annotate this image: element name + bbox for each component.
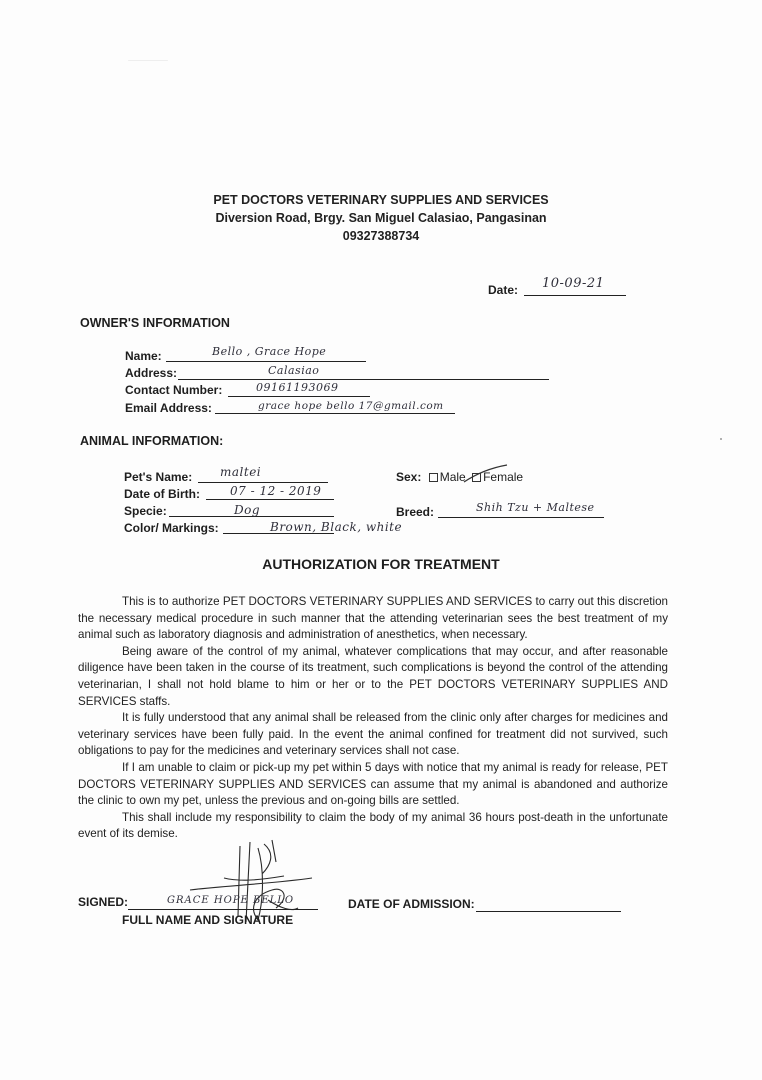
company-address: Diversion Road, Brgy. San Miguel Calasiao, Pangasinan [215,211,547,225]
color-value[interactable]: Brown, Black, white [270,520,403,534]
pet-name-line [198,482,328,483]
specie-value[interactable]: Dog [234,503,261,517]
authorization-title: AUTHORIZATION FOR TREATMENT [262,556,500,572]
male-option-label: Male [439,470,466,484]
admission-date-line[interactable] [476,911,621,912]
owner-address-label: Address: [125,366,178,380]
authorization-body [78,594,668,843]
company-name: PET DOCTORS VETERINARY SUPPLIES AND SERVICES [213,193,549,207]
authorization-paragraph-3: It is fully understood that any animal shall be released from the clinic only after charges for medicines and veterinary services have been fully paid. In the event the animal confined for treatment did not survived, such obligations to pay for the medicines and veterinary services shall not case. [78,711,668,758]
scan-speck [720,438,722,440]
owner-name-value[interactable]: Bello , Grace Hope [212,345,327,358]
owner-address-line [178,379,549,380]
authorization-paragraph-2: Being aware of the control of my animal, whatever complications that may occur, and after reasonable diligence have been taken in the course of its treatment, such complications is beyond the control of the attending veterinarian, I shall not hold blame to him or her or to the PET DOCTORS VETERINARY SUPPLIES AND SERVICES staffs. [78,644,668,708]
authorization-paragraph-5: This shall include my responsibility to claim the body of my animal 36 hours post-death in the unfortunate event of its demise. [78,810,668,841]
female-check-mark [462,462,510,486]
signed-label: SIGNED: [78,895,129,909]
pet-name-value[interactable]: maltei [220,465,262,479]
owner-contact-line [228,396,370,397]
owner-section-title: OWNER'S INFORMATION [80,316,230,330]
date-value[interactable]: 10-09-21 [542,276,605,291]
owner-address-value[interactable]: Calasiao [268,364,320,377]
owner-email-label: Email Address: [125,401,212,415]
dob-line [206,499,334,500]
color-label: Color/ Markings: [124,521,219,535]
admission-date-label: DATE OF ADMISSION: [348,897,475,911]
company-phone: 09327388734 [342,229,420,243]
owner-name-line [166,361,366,362]
breed-line [438,517,604,518]
male-checkbox[interactable] [429,473,438,482]
breed-label: Breed: [396,505,435,519]
owner-contact-label: Contact Number: [125,383,223,397]
owner-name-label: Name: [125,349,162,363]
owner-email-line [215,413,455,414]
specie-label: Specie: [124,504,167,518]
breed-value[interactable]: Shih Tzu + Maltese [476,501,595,514]
pet-name-label: Pet's Name: [124,470,193,484]
date-line [524,295,626,296]
animal-section-title: ANIMAL INFORMATION: [80,434,224,448]
signed-value[interactable]: GRACE HOPE BELLO [167,895,295,906]
dob-label: Date of Birth: [124,487,200,501]
female-option-label: Female [483,470,524,484]
owner-email-value[interactable]: grace hope bello 17@gmail.com [258,400,444,412]
sex-label: Sex: [396,470,422,484]
scan-speck [128,60,168,61]
authorization-paragraph-4: If I am unable to claim or pick-up my pet within 5 days with notice that my animal is ready for release, PET DOCTORS VETERINARY SUPPLIES AND SERVICES can assume that my animal is abandoned and authorize the clinic to own my pet, unless the previous and on-going bills are settled. [78,760,668,808]
dob-value[interactable]: 07 - 12 - 2019 [230,484,322,498]
owner-contact-value[interactable]: 09161193069 [256,381,339,394]
signed-line [128,909,318,910]
date-label: Date: [488,283,519,297]
signature-caption: FULL NAME AND SIGNATURE [122,913,294,927]
authorization-paragraph-1: This is to authorize PET DOCTORS VETERINARY SUPPLIES AND SERVICES to carry out this discretion the necessary medical procedure in such manner that the attending veterinarian sees the best treatment of my animal such as laboratory diagnosis and administration of anesthetics, when necessary. [78,595,668,642]
